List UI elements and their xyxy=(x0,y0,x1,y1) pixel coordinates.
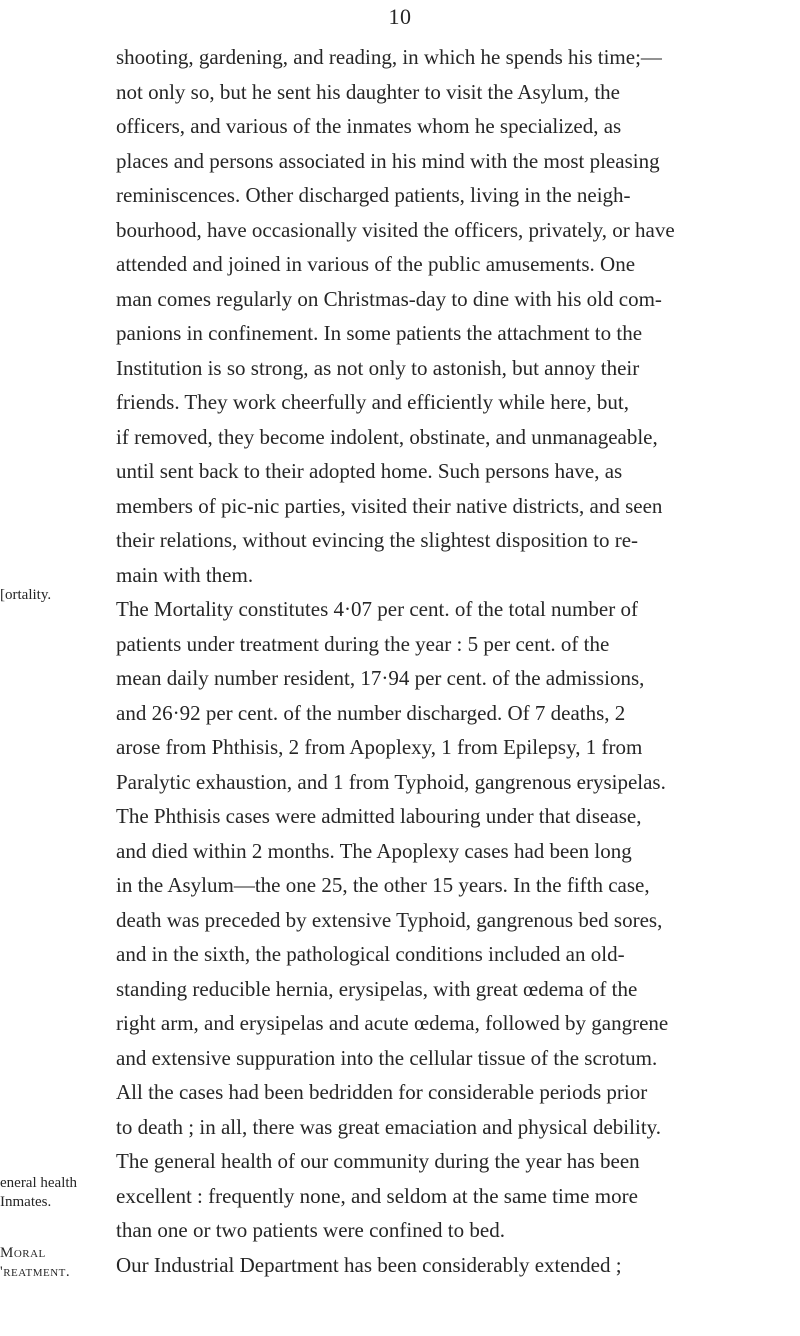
text-line: if removed, they become indolent, obstinate, and unmanageable, xyxy=(116,424,658,449)
text-line: and died within 2 months. The Apoplexy cases had been long xyxy=(116,838,632,863)
margin-note-general-health xyxy=(0,1174,118,1212)
margin-note-mortality-text: [ortality. xyxy=(0,587,52,603)
text-line: death was preceded by extensive Typhoid, gangrenous bed sores, xyxy=(116,907,663,932)
text-line: than one or two patients were confined to bed. xyxy=(116,1218,505,1242)
text-line: panions in confinement. In some patients the attachment to the xyxy=(116,321,643,345)
text-line: The general health of our community during the year has been xyxy=(116,1149,640,1173)
margin-note-moral-line1: Moral xyxy=(0,1245,46,1261)
text-line: places and persons associated in his mind with the most pleasing xyxy=(116,148,660,173)
text-line: to death ; in all, there was great emaciation and physical debility. xyxy=(116,1114,662,1139)
text-line: not only so, but he sent his daughter to visit the Asylum, the xyxy=(116,79,620,104)
text-line: patients under treatment during the year : 5 per cent. of the xyxy=(116,631,610,656)
margin-note-mortality xyxy=(0,586,118,605)
text-line: Paralytic exhaustion, and 1 from Typhoid, gangrenous erysipelas. xyxy=(116,769,666,794)
text-line: and in the sixth, the pathological conditions included an old- xyxy=(116,942,625,966)
text-line: man comes regularly on Christmas-day to dine with his old com- xyxy=(116,286,662,311)
text-line: mean daily number resident, 17·94 per cent. of the admissions, xyxy=(116,666,645,690)
margin-note-moral-treatment xyxy=(0,1244,118,1282)
text-line: bourhood, have occasionally visited the officers, privately, or have xyxy=(116,217,675,242)
text-line: standing reducible hernia, erysipelas, with great œdema of the xyxy=(116,976,638,1001)
text-line: main with them. xyxy=(116,562,254,587)
text-line: Our Industrial Department has been considerably extended ; xyxy=(116,1252,622,1277)
text-line: right arm, and erysipelas and acute œdema, followed by gangrene xyxy=(116,1011,669,1035)
text-line: All the cases had been bedridden for considerable periods prior xyxy=(116,1080,648,1104)
margin-note-general-health-line1: eneral health xyxy=(0,1175,78,1191)
text-line: and 26·92 per cent. of the number discharged. Of 7 deaths, 2 xyxy=(116,700,626,725)
margin-note-general-health-line2: Inmates. xyxy=(0,1194,52,1210)
text-line: officers, and various of the inmates whom he specialized, as xyxy=(116,114,622,138)
text-line: until sent back to their adopted home. Such persons have, as xyxy=(116,459,623,483)
body-text xyxy=(116,40,800,1282)
text-line: members of pic-nic parties, visited their native districts, and seen xyxy=(116,493,663,518)
text-line: The Phthisis cases were admitted labouring under that disease, xyxy=(116,804,642,828)
page-number: 10 xyxy=(388,4,412,29)
text-line: and extensive suppuration into the cellular tissue of the scrotum. xyxy=(116,1045,658,1070)
text-line: reminiscences. Other discharged patients, living in the neigh- xyxy=(116,183,631,207)
text-line: shooting, gardening, and reading, in which he spends his time;— xyxy=(116,45,662,69)
text-line: The Mortality constitutes 4·07 per cent. of the total number of xyxy=(116,597,638,621)
text-line: excellent : frequently none, and seldom at the same time more xyxy=(116,1183,638,1208)
text-line: attended and joined in various of the public amusements. One xyxy=(116,252,636,276)
text-line: arose from Phthisis, 2 from Apoplexy, 1 from Epilepsy, 1 from xyxy=(116,735,643,759)
text-line: friends. They work cheerfully and efficiently while here, but, xyxy=(116,390,629,414)
text-line: Institution is so strong, as not only to astonish, but annoy their xyxy=(116,355,640,380)
text-line: their relations, without evincing the slightest disposition to re- xyxy=(116,528,639,552)
margin-note-moral-line2: 'reatment. xyxy=(0,1264,71,1280)
text-line: in the Asylum—the one 25, the other 15 years. In the fifth case, xyxy=(116,873,650,897)
